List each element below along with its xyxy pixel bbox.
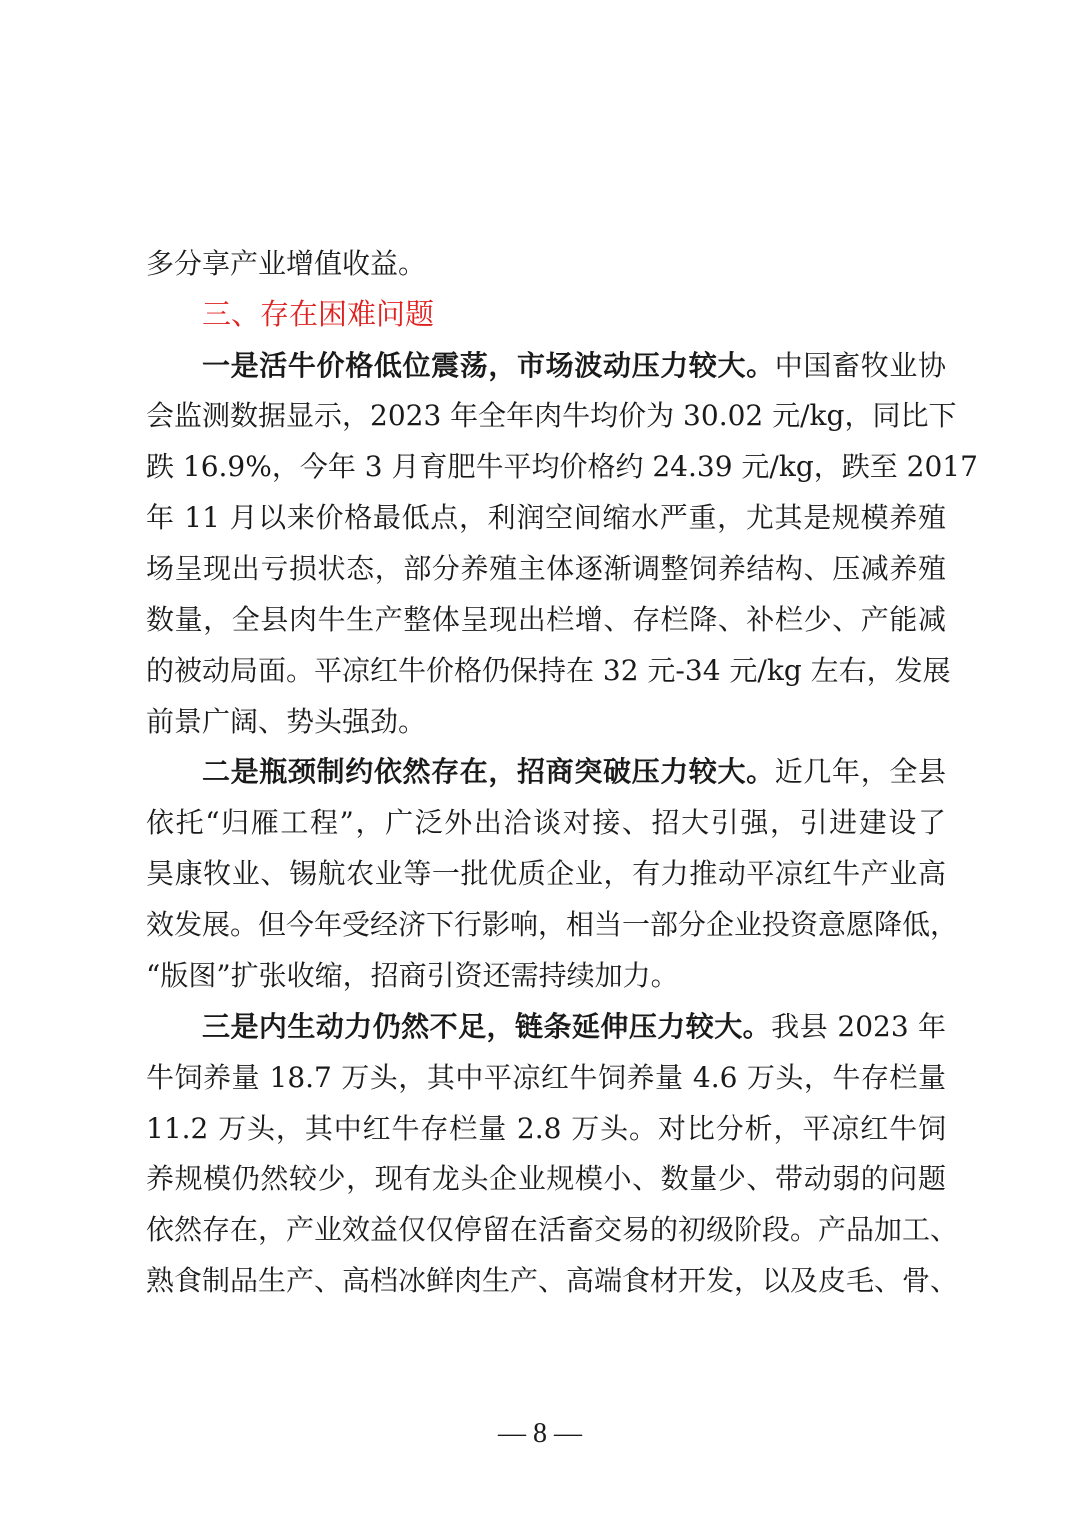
paragraph-line: 熟食制品生产、高档冰鲜肉生产、高端食材开发，以及皮毛、骨、 xyxy=(146,1264,959,1297)
paragraph-line: 昊康牧业、锡航农业等一批优质企业，有力推动平凉红牛产业高 xyxy=(146,857,946,890)
paragraph-line: 效发展。但今年受经济下行影响，相当一部分企业投资意愿降低， xyxy=(146,908,959,941)
paragraph-lead-bold: 三是内生动力仍然不足，链条延伸压力较大。 xyxy=(202,1010,772,1043)
paragraph-line: 多分享产业增值收益。 xyxy=(146,247,427,280)
paragraph-line: 跌 16.9%，今年 3 月育肥牛平均价格约 24.39 元/kg，跌至 2017 xyxy=(146,450,978,483)
paragraph-line: 牛饲养量 18.7 万头，其中平凉红牛饲养量 4.6 万头，牛存栏量 xyxy=(146,1061,946,1094)
paragraph-lead-bold: 一是活牛价格低位震荡，市场波动压力较大。 xyxy=(202,349,775,382)
paragraph-line: 养规模仍然较少，现有龙头企业规模小、数量少、带动弱的问题 xyxy=(146,1162,946,1195)
paragraph-line: 三是内生动力仍然不足，链条延伸压力较大。我县 2023 年 xyxy=(202,1010,946,1043)
paragraph-line: 会监测数据显示，2023 年全年肉牛均价为 30.02 元/kg，同比下 xyxy=(146,399,957,432)
paragraph-line: 依托“归雁工程”，广泛外出洽谈对接、招大引强，引进建设了 xyxy=(146,806,946,839)
paragraph-lead-bold: 二是瓶颈制约依然存在，招商突破压力较大。 xyxy=(202,755,775,788)
page-number: — 8 — xyxy=(498,1418,582,1449)
paragraph-line: “版图”扩张收缩，招商引资还需持续加力。 xyxy=(146,959,679,992)
paragraph-line: 依然存在，产业效益仅仅停留在活畜交易的初级阶段。产品加工、 xyxy=(146,1213,959,1246)
paragraph-line: 二是瓶颈制约依然存在，招商突破压力较大。近几年，全县 xyxy=(202,755,946,788)
paragraph-line: 前景广阔、势头强劲。 xyxy=(146,705,427,738)
paragraph-line: 11.2 万头，其中红牛存栏量 2.8 万头。对比分析，平凉红牛饲 xyxy=(146,1112,946,1145)
paragraph-line: 场呈现出亏损状态，部分养殖主体逐渐调整饲养结构、压减养殖 xyxy=(146,552,946,585)
section-heading: 三、存在困难问题 xyxy=(202,297,435,331)
paragraph-line: 一是活牛价格低位震荡，市场波动压力较大。中国畜牧业协 xyxy=(202,349,946,382)
paragraph-line: 的被动局面。平凉红牛价格仍保持在 32 元-34 元/kg 左右，发展 xyxy=(146,654,951,687)
paragraph-line: 年 11 月以来价格最低点，利润空间缩水严重，尤其是规模养殖 xyxy=(146,501,946,534)
paragraph-line: 数量，全县肉牛生产整体呈现出栏增、存栏降、补栏少、产能减 xyxy=(146,603,946,636)
